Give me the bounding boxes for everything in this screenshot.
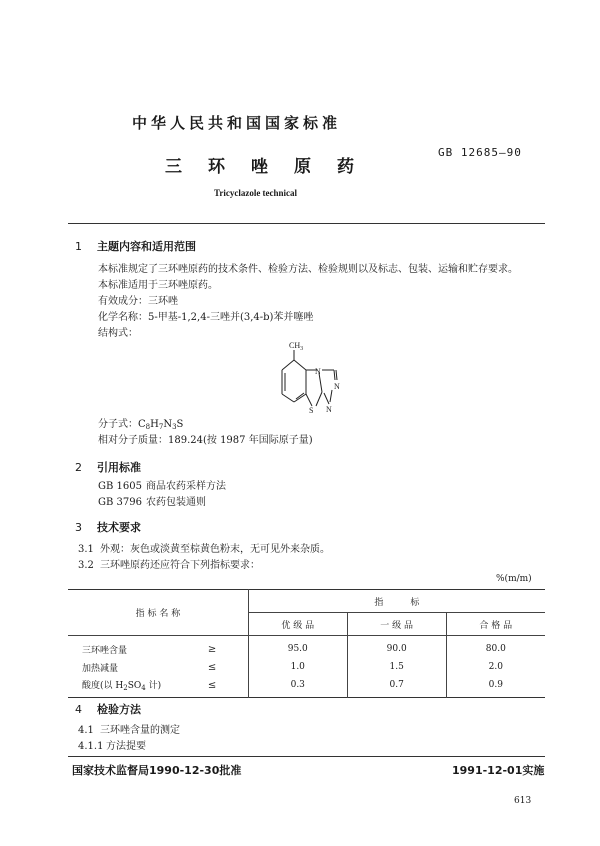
page-number: 613: [514, 796, 532, 806]
molecular-formula: 分子式：$C_8H_7N_3S$: [98, 419, 184, 431]
table-row: [68, 676, 545, 698]
section-1-heading: [75, 238, 196, 254]
methyl-label: $CH_3$: [289, 341, 304, 352]
column-header-grade: 优 级 品: [248, 613, 347, 636]
svg-text:N: N: [334, 382, 340, 391]
section-number: 1: [75, 240, 82, 253]
row-value: 95.0: [248, 636, 347, 659]
row-value: 2.0: [446, 658, 545, 676]
section-2-heading: 2 引用标准: [75, 461, 141, 474]
table-unit: %(m/m): [496, 574, 532, 584]
effective-date: 1991-12-01实施: [452, 764, 545, 777]
clause-4-1-1: 4.1.1 方法提要: [78, 741, 146, 752]
structural-formula-diagram: [262, 340, 352, 418]
column-header-grade: 合 格 品: [446, 613, 545, 636]
column-header-grade: 一 级 品: [347, 613, 446, 636]
row-value: 90.0: [347, 636, 446, 659]
reference-code: GB 3796: [98, 497, 142, 508]
section-3-heading: 3 技术要求: [75, 521, 141, 534]
section-1-para-scope: 本标准规定了三环唑原药的技术条件、检验方法、检验规则以及标志、包装、运输和贮存要求。: [98, 264, 518, 275]
row-value: 80.0: [446, 636, 545, 659]
reference-item: [98, 496, 206, 510]
reference-code: GB 1605: [98, 481, 142, 492]
standard-code: GB 12685—90: [438, 146, 522, 159]
table-row: [68, 658, 545, 676]
row-operator: ≤: [207, 661, 217, 673]
clause-3-2: 3.2 三环唑原药还应符合下列指标要求：: [78, 560, 260, 571]
issuing-body: 中华人民共和国国家标准: [132, 114, 342, 132]
row-operator: ≤: [207, 679, 217, 691]
reference-title: 商品农药采样方法: [146, 481, 226, 492]
row-value: 1.5: [347, 658, 446, 676]
footer-rule: [68, 756, 545, 757]
row-name: 三环唑含量: [82, 645, 128, 656]
chemical-name: 化学名称：5-甲基-1,2,4-三唑并(3,4-b)苯并噻唑: [98, 312, 314, 323]
approval-date: 国家技术监督局1990-12-30批准: [72, 764, 242, 777]
row-value: 1.0: [248, 658, 347, 676]
section-4-heading: 4 检验方法: [75, 703, 141, 716]
clause-4-1: 4.1 三环唑含量的测定: [78, 725, 180, 736]
structure-label: 结构式：: [98, 328, 138, 339]
svg-text:N: N: [326, 405, 332, 414]
header-rule: [68, 223, 545, 224]
active-ingredient: 有效成分：三环唑: [98, 296, 178, 307]
svg-text:S: S: [309, 406, 314, 415]
reference-title: 农药包装通则: [146, 497, 206, 508]
row-operator: ≥: [207, 643, 217, 655]
specification-table: [68, 589, 545, 698]
molecular-mass: 相对分子质量：189.24(按 1987 年国际原子量): [98, 435, 313, 446]
row-value: 0.7: [347, 676, 446, 698]
clause-3-1: 3.1 外观：灰色或淡黄至棕黄色粉末，无可见外来杂质。: [78, 544, 330, 555]
row-value: 0.3: [248, 676, 347, 698]
section-title: 主题内容和适用范围: [97, 240, 196, 253]
section-1-para-applicability: 本标准适用于三环唑原药。: [98, 280, 218, 291]
reference-item: [98, 480, 226, 494]
column-header-name: 指 标 名 称: [68, 590, 248, 636]
english-title: Tricyclazole technical: [214, 188, 298, 198]
row-name: 酸度(以 $H_2SO_4$ 计): [82, 681, 162, 692]
svg-text:N: N: [315, 367, 321, 376]
document-title: 三环唑原药: [165, 157, 380, 177]
row-value: 0.9: [446, 676, 545, 698]
column-group-header: 指 标: [248, 590, 545, 613]
table-row: [68, 636, 545, 659]
row-name: 加热减量: [82, 663, 119, 674]
